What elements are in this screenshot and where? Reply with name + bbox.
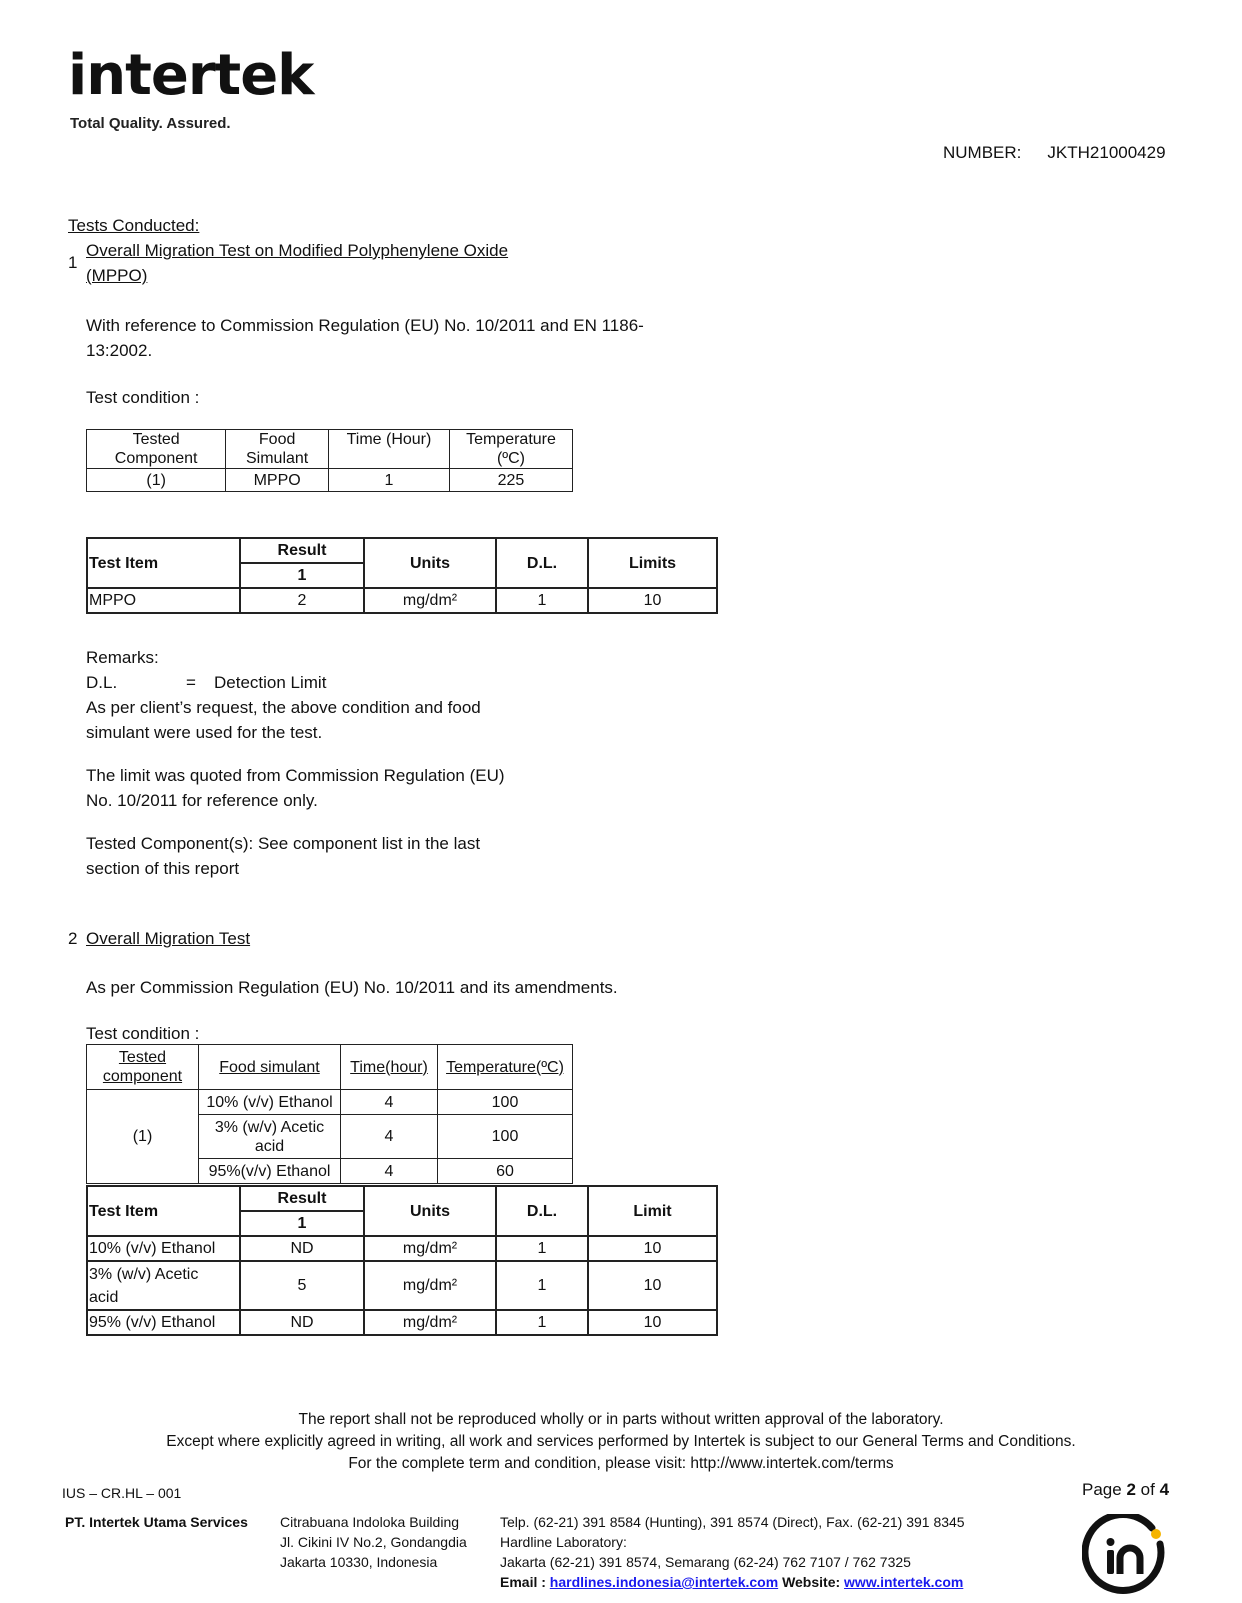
cond2-header-simulant: Food simulant — [199, 1045, 341, 1090]
cond-component: (1) — [87, 469, 226, 492]
table-row — [87, 588, 717, 613]
telephone-line: Telp. (62-21) 391 8584 (Hunting), 391 8574 (Direct), Fax. (62-21) 391 8345 — [500, 1514, 965, 1530]
cond-header-temperature: Temperature (ºC) — [449, 430, 572, 469]
res2-limit: 10 — [588, 1236, 717, 1261]
section1-condition-table — [86, 429, 573, 492]
remark2-line1: The limit was quoted from Commission Regulation (EU) — [86, 766, 505, 785]
page-total: 4 — [1159, 1480, 1170, 1499]
footer-notice-1: The report shall not be reproduced wholly or in parts without written approval of the laboratory. — [298, 1411, 944, 1428]
remark3-line1: Tested Component(s): See component list in the last — [86, 834, 481, 853]
cond2-temperature: 100 — [438, 1115, 573, 1159]
cond2-simulant: 10% (v/v) Ethanol — [199, 1090, 341, 1115]
report-number-value: JKTH21000429 — [1047, 143, 1166, 162]
address-line-1: Citrabuana Indoloka Building — [280, 1514, 460, 1530]
cond-time: 1 — [328, 469, 449, 492]
cond-header-simulant: Food Simulant — [226, 430, 329, 469]
res2-item: 3% (w/v) Acetic acid — [87, 1261, 240, 1310]
document-code: IUS – CR.HL – 001 — [62, 1485, 182, 1501]
website-label: Website: — [782, 1574, 841, 1590]
res2-units: mg/dm² — [364, 1310, 496, 1335]
remarks-dl-key: D.L. — [86, 673, 118, 692]
section2-title: Overall Migration Test — [86, 929, 251, 948]
company-name: PT. Intertek Utama Services — [65, 1514, 248, 1530]
res2-header-item: Test Item — [87, 1186, 240, 1236]
cond-temperature: 225 — [449, 469, 572, 492]
res-units: mg/dm² — [364, 588, 496, 613]
cond2-temperature: 100 — [438, 1090, 573, 1115]
email-label: Email : — [500, 1574, 546, 1590]
section1-reference-line2: 13:2002. — [86, 341, 153, 360]
res2-header-dl: D.L. — [496, 1186, 588, 1236]
address-line-2: Jl. Cikini IV No.2, Gondangdia — [280, 1534, 467, 1550]
res2-item: 10% (v/v) Ethanol — [87, 1236, 240, 1261]
page-prefix: Page — [1082, 1480, 1122, 1499]
res2-item: 95% (v/v) Ethanol — [87, 1310, 240, 1335]
res2-result: 5 — [240, 1261, 364, 1310]
section1-title-line1: Overall Migration Test on Modified Polyphenylene Oxide — [86, 241, 509, 260]
res-header-units: Units — [364, 538, 496, 588]
table-row — [87, 1236, 717, 1261]
footer-notice-3: For the complete term and condition, please visit: http://www.intertek.com/terms — [348, 1455, 894, 1472]
res-limit: 10 — [588, 588, 717, 613]
footer-notice-2: Except where explicitly agreed in writing, all work and services performed by Intertek is subject to our General Terms and Conditions. — [166, 1433, 1076, 1450]
section1-title-line2: (MPPO) — [86, 266, 148, 285]
cond2-header-temperature: Temperature(ºC) — [438, 1045, 573, 1090]
lab-phones: Jakarta (62-21) 391 8574, Semarang (62-24) 762 7107 / 762 7325 — [500, 1554, 911, 1570]
cond2-header-component: Tested component — [87, 1045, 199, 1090]
section2-results-table — [86, 1185, 718, 1336]
report-number — [943, 143, 1166, 163]
res-header-result: Result — [240, 538, 364, 563]
table-row — [87, 1261, 717, 1310]
page-current: 2 — [1126, 1480, 1136, 1499]
intertek-badge-icon — [1082, 1514, 1166, 1598]
lab-label: Hardline Laboratory: — [500, 1534, 627, 1550]
res2-header-units: Units — [364, 1186, 496, 1236]
website-link[interactable]: www.intertek.com — [844, 1574, 964, 1590]
res2-result: ND — [240, 1236, 364, 1261]
section1-results-table — [86, 537, 718, 614]
page-of: of — [1140, 1480, 1155, 1499]
email-link[interactable]: hardlines.indonesia@intertek.com — [549, 1574, 779, 1590]
section1-condition-label: Test condition : — [86, 388, 200, 407]
address-line-3: Jakarta 10330, Indonesia — [280, 1554, 438, 1570]
res-result: 2 — [240, 588, 364, 613]
remarks-dl-value: Detection Limit — [214, 673, 327, 692]
res2-result: ND — [240, 1310, 364, 1335]
cond2-time: 4 — [341, 1115, 438, 1159]
res2-dl: 1 — [496, 1261, 588, 1310]
res2-dl: 1 — [496, 1236, 588, 1261]
res-header-dl: D.L. — [496, 538, 588, 588]
res2-header-result: Result — [240, 1186, 364, 1211]
remarks-label: Remarks: — [86, 648, 159, 667]
intertek-logo: intertek — [68, 43, 314, 108]
section2-condition-table — [86, 1044, 573, 1184]
section1-number: 1 — [68, 253, 78, 272]
res-header-result-sub: 1 — [240, 563, 364, 588]
res-header-limits: Limits — [588, 538, 717, 588]
res2-limit: 10 — [588, 1261, 717, 1310]
res2-units: mg/dm² — [364, 1236, 496, 1261]
remark2-line2: No. 10/2011 for reference only. — [86, 791, 318, 810]
report-number-label: NUMBER: — [943, 143, 1022, 162]
cond-simulant: MPPO — [226, 469, 329, 492]
section2-number: 2 — [68, 929, 78, 948]
res-dl: 1 — [496, 588, 588, 613]
res-header-item: Test Item — [87, 538, 240, 588]
logo-tagline: Total Quality. Assured. — [70, 115, 231, 132]
cond2-simulant: 3% (w/v) Acetic acid — [199, 1115, 341, 1159]
res2-units: mg/dm² — [364, 1261, 496, 1310]
page-indicator — [1082, 1480, 1169, 1500]
cond2-temperature: 60 — [438, 1159, 573, 1184]
table-row — [87, 1310, 717, 1335]
cond2-header-time: Time(hour) — [341, 1045, 438, 1090]
contact-line — [500, 1572, 963, 1592]
res-item: MPPO — [87, 588, 240, 613]
res2-limit: 10 — [588, 1310, 717, 1335]
cond-header-time: Time (Hour) — [328, 430, 449, 469]
cond2-simulant: 95%(v/v) Ethanol — [199, 1159, 341, 1184]
remarks-dl-eq: = — [186, 673, 196, 692]
cond2-component: (1) — [87, 1090, 199, 1184]
cond2-time: 4 — [341, 1159, 438, 1184]
section1-reference-line1: With reference to Commission Regulation (EU) No. 10/2011 and EN 1186- — [86, 316, 644, 335]
cond-header-component: Tested Component — [87, 430, 226, 469]
remark1-line2: simulant were used for the test. — [86, 723, 323, 742]
res2-header-limit: Limit — [588, 1186, 717, 1236]
remark3-line2: section of this report — [86, 859, 240, 878]
remark1-line1: As per client’s request, the above condition and food — [86, 698, 481, 717]
cond2-time: 4 — [341, 1090, 438, 1115]
tests-heading: Tests Conducted: — [68, 216, 200, 235]
res2-dl: 1 — [496, 1310, 588, 1335]
table-row — [87, 1090, 573, 1115]
section2-reference: As per Commission Regulation (EU) No. 10/2011 and its amendments. — [86, 978, 618, 997]
res2-header-result-sub: 1 — [240, 1211, 364, 1236]
section2-condition-label: Test condition : — [86, 1024, 200, 1043]
